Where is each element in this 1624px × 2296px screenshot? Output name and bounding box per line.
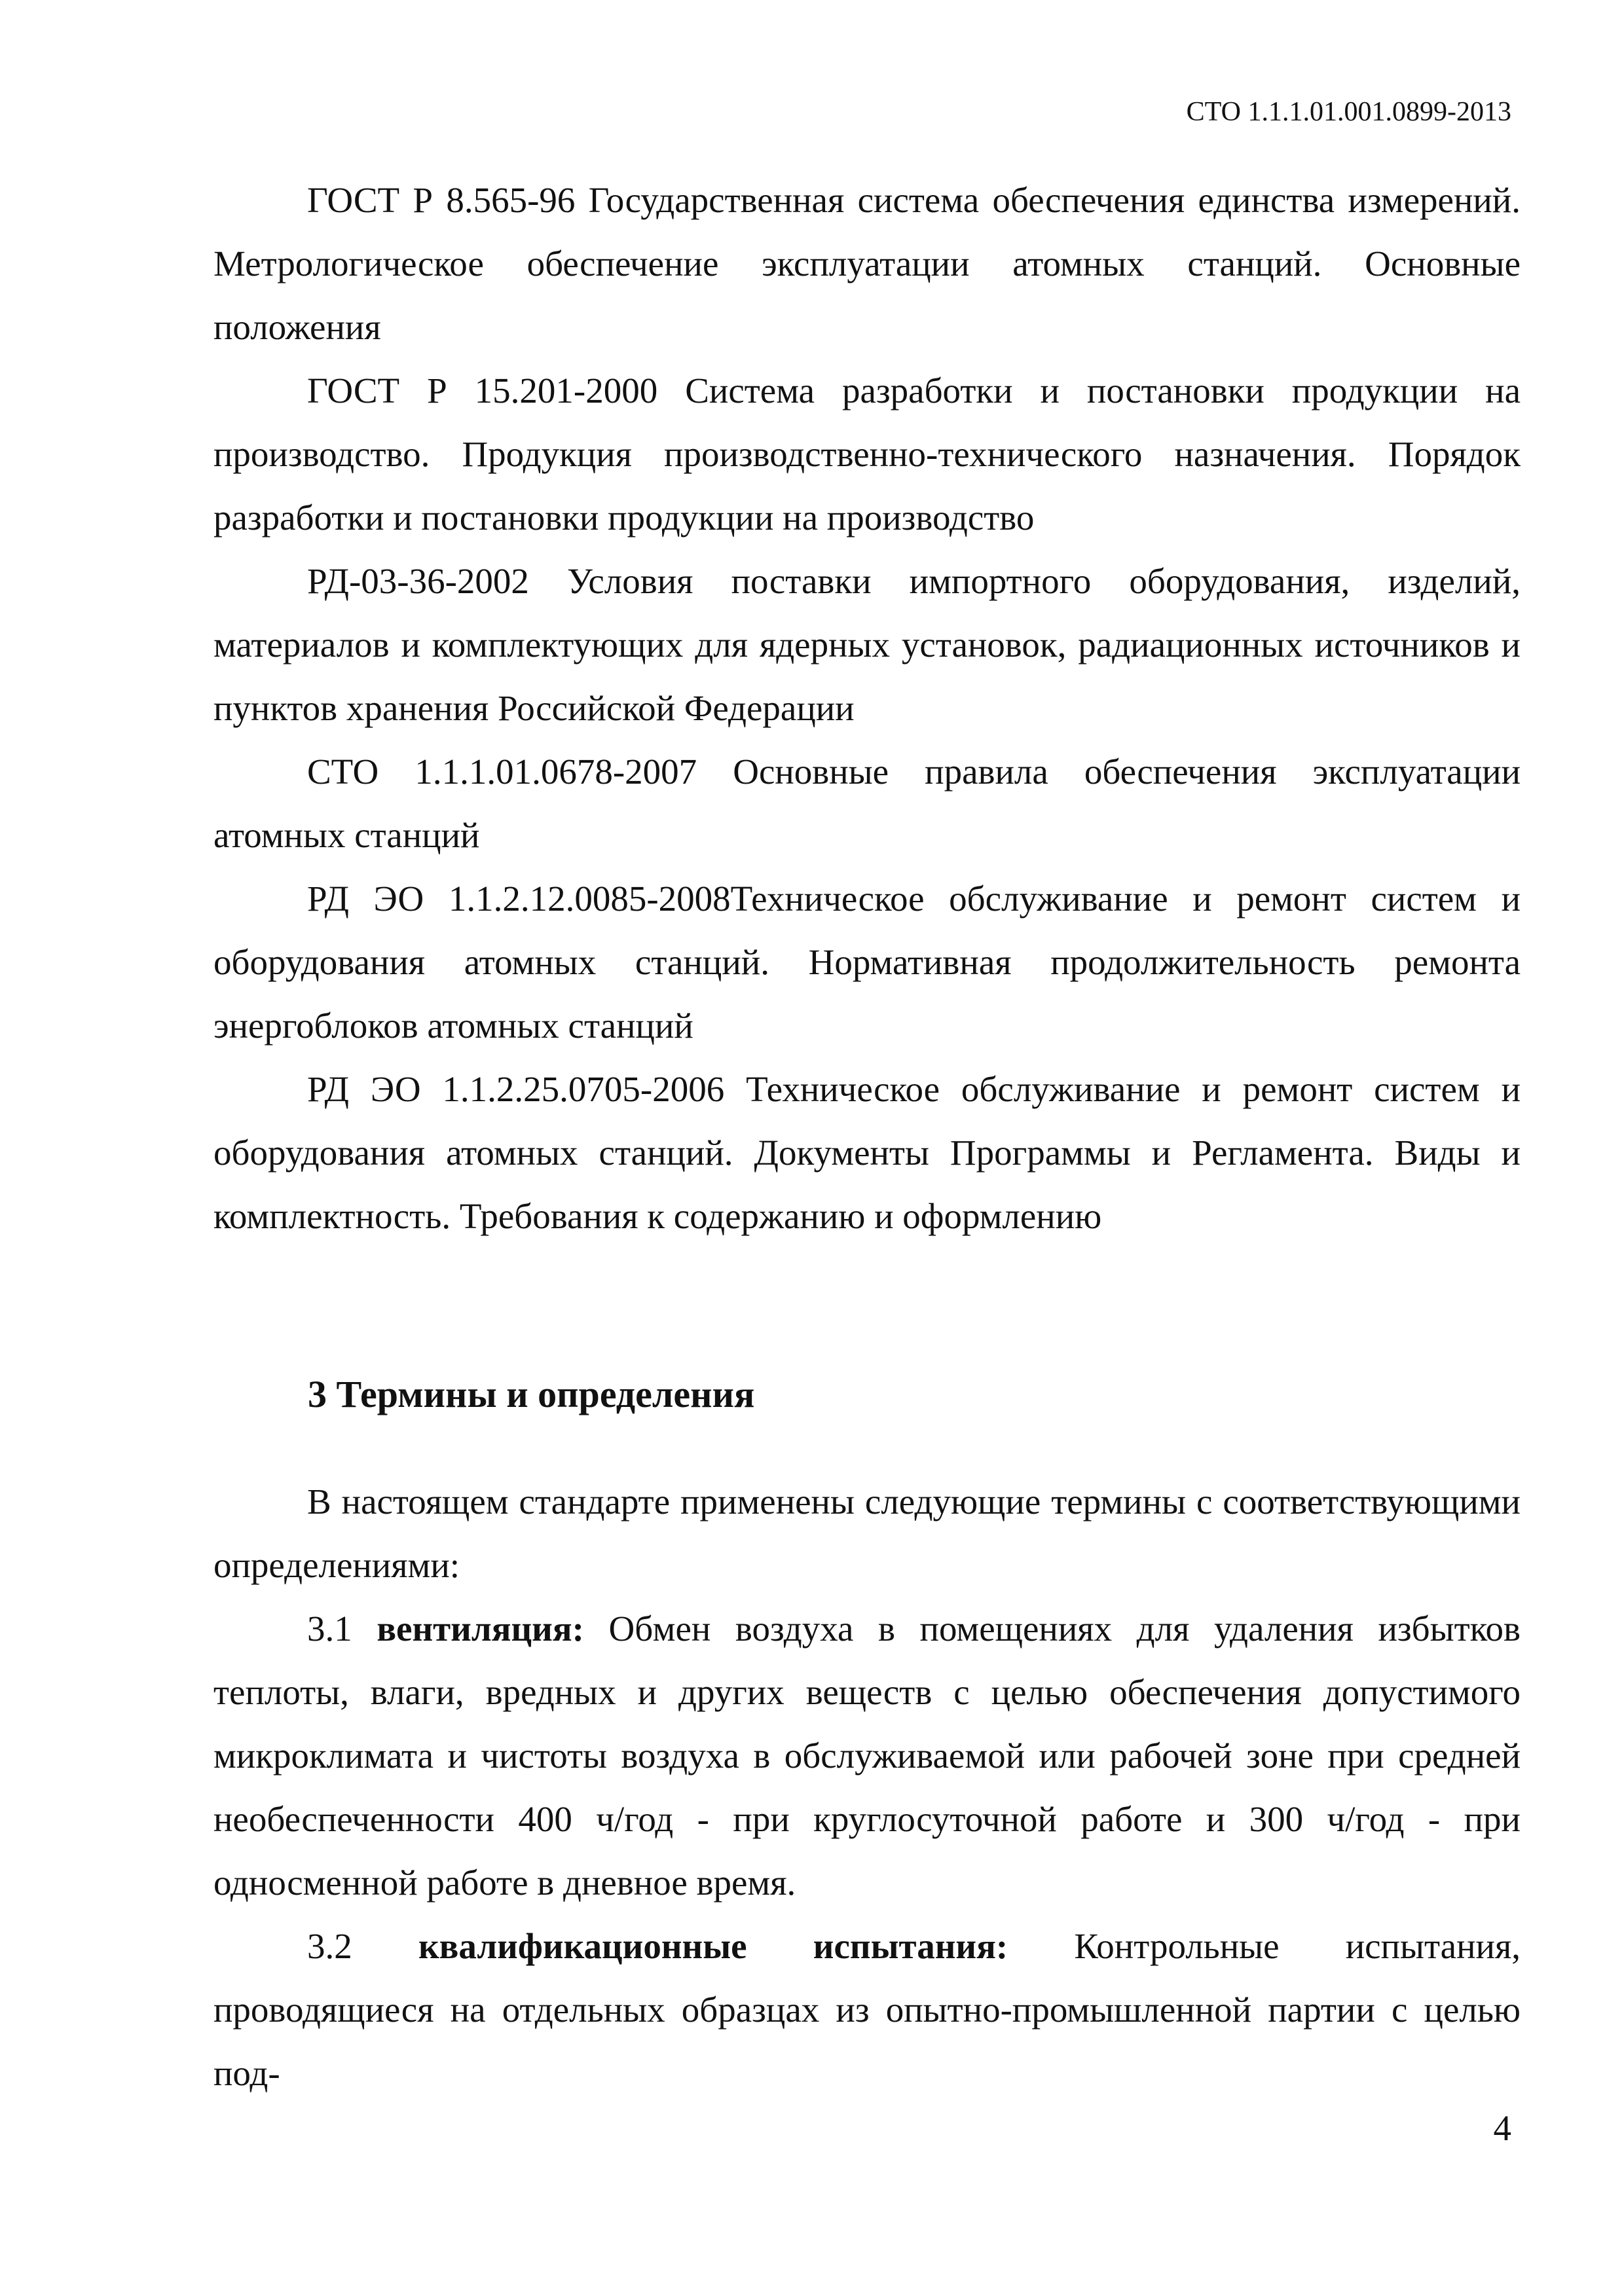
term-number: 3.1 — [307, 1609, 352, 1649]
term-definition: Обмен воздуха в помещениях для удаления избытков теплоты, влаги, вредных и других веществ с целью обеспечения допустимого микроклимата и чистоты воздуха в обслуживаемой или рабочей зоне при средней необеспеченности 400 ч/год - при круглосуточной работе и 300 ч/год - при односменной работе в дневное время. — [213, 1609, 1521, 1903]
section-heading: 3 Термины и определения — [308, 1373, 755, 1415]
term-definition: Контрольные испытания, проводящиеся на отдельных образцах из опытно-промышленной партии с целью под- — [213, 1926, 1521, 2093]
term-name: вентиляция: — [377, 1609, 584, 1649]
reference-item: РД ЭО 1.1.2.12.0085-2008Техническое обслуживание и ремонт систем и оборудования атомных станций. Нормативная продолжительность ремонта энергоблоков атомных станций — [213, 879, 1521, 1046]
document-code: СТО 1.1.1.01.001.0899-2013 — [1186, 97, 1511, 127]
terms-section — [213, 1470, 1521, 2105]
section-intro: В настоящем стандарте применены следующие термины с соответствующими определениями: — [213, 1482, 1521, 1585]
normative-references — [213, 168, 1521, 1248]
reference-item: ГОСТ Р 15.201-2000 Система разработки и постановки продукции на производство. Продукция производственно-технического назначения. Порядок разработки и постановки продукции на производство — [213, 371, 1521, 538]
reference-item: ГОСТ Р 8.565-96 Государственная система обеспечения единства измерений. Метрологическое обеспечение эксплуатации атомных станций. Основные положения — [213, 180, 1521, 347]
term-number: 3.2 — [307, 1926, 352, 1966]
page-number: 4 — [1493, 2108, 1511, 2148]
reference-item: РД ЭО 1.1.2.25.0705-2006 Техническое обслуживание и ремонт систем и оборудования атомных станций. Документы Программы и Регламента. Виды и комплектность. Требования к содержанию и оформлению — [213, 1069, 1521, 1236]
term-entry — [213, 1597, 1521, 1914]
reference-item: РД-03-36-2002 Условия поставки импортного оборудования, изделий, материалов и комплектующих для ядерных установок, радиационных источников и пунктов хранения Российской Федерации — [213, 561, 1521, 728]
term-name: квалификационные испытания: — [418, 1926, 1008, 1966]
term-entry — [213, 1914, 1521, 2105]
reference-item: СТО 1.1.1.01.0678-2007 Основные правила обеспечения эксплуатации атомных станций — [213, 752, 1521, 855]
